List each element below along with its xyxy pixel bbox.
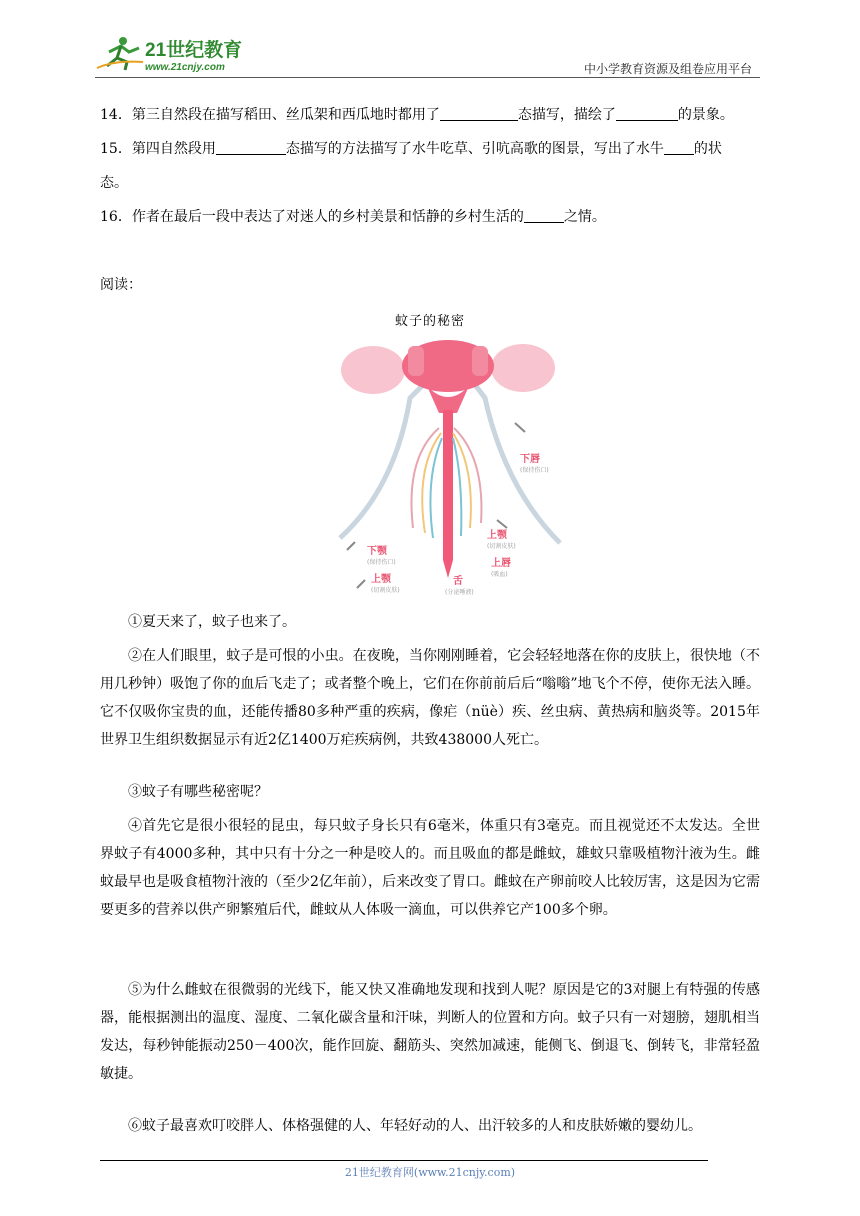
paragraph-2: ②在人们眼里，蚊子是可恨的小虫。在夜晚，当你刚刚睡着，它会轻轻地落在你的皮肤上，很快地（不用几秒钟）吸饱了你的血后飞走了；或者整个晚上，它们在你前前后后“嗡嗡”地飞个不停，使你无法入睡。它不仅吸你宝贵的血，还能传播80多种严重的疾病，像疟（nüè）疾、丝虫病、黄热病和脑炎等。2015年世界卫生组织数据显示有近2亿1400万疟疾病例，共致438000人死亡。	[100, 648, 760, 748]
logo	[95, 34, 265, 74]
footer-link[interactable]: 21世纪教育网(www.21cnjy.com)	[344, 1166, 516, 1179]
mosquito-mouthparts-diagram	[335, 338, 565, 600]
paragraph-6: ⑥蚊子最喜欢叮咬胖人、体格强健的人、年轻好动的人、出汗较多的人和皮肤娇嫩的婴幼儿。	[128, 1118, 702, 1134]
logo-text: 21世纪教育	[145, 40, 243, 61]
paragraph-1: ①夏天来了，蚊子也来了。	[128, 614, 296, 630]
label-lower-jaw: 下颚	[367, 546, 387, 557]
svg-text:(切割皮肤): (切割皮肤)	[371, 587, 400, 594]
paragraph-4: ④首先它是很小很轻的昆虫，每只蚊子身长只有6毫米，体重只有3毫克。而且视觉还不太发达。全世界蚊子有4000多种，其中只有十分之一种是咬人的。而且吸血的都是雌蚊，雄蚊只靠吸植物汁液为生。雌蚊最早也是吸食植物汁液的（至少2亿年前），后来改变了胃口。雌蚊在产卵前咬人比较厉害，这是因为它需要更多的营养以供产卵繁殖后代，雌蚊从人体吸一滴血，可以供养它产100多个卵。	[100, 818, 760, 918]
scissors-icon	[515, 423, 525, 432]
svg-text:(保持伤口): (保持伤口)	[367, 559, 396, 566]
knife-icon	[357, 580, 365, 588]
answer-blank[interactable]	[440, 106, 518, 121]
tweezers-icon	[347, 542, 355, 550]
runner-icon	[97, 37, 143, 70]
needle-icon	[497, 520, 507, 528]
svg-text:(分泌唾液): (分泌唾液)	[445, 589, 474, 596]
label-tongue: 舌	[453, 576, 463, 587]
platform-name: 中小学教育资源及组卷应用平台	[583, 62, 752, 76]
label-lower-lip: 下唇	[520, 454, 540, 465]
label-upper-jaw-left: 上颚	[371, 574, 391, 585]
header-divider	[95, 77, 760, 78]
footer-divider	[100, 1160, 708, 1161]
question-14: 14．第三自然段在描写稻田、丝瓜架和西瓜地时都用了 态描写，描绘了 的景象。	[100, 107, 734, 123]
answer-blank[interactable]	[216, 140, 286, 155]
svg-text:(吸血): (吸血)	[491, 571, 508, 578]
answer-blank[interactable]	[524, 208, 564, 223]
question-15: 15．第四自然段用 态描写的方法描写了水牛吃草、引吭高歌的图景，写出了水牛 的状	[100, 141, 722, 157]
svg-text:(切割皮肤): (切割皮肤)	[487, 543, 516, 550]
reading-label: 阅读：	[100, 277, 142, 293]
label-upper-jaw-right: 上颚	[487, 530, 507, 541]
paragraph-3: ③蚊子有哪些秘密呢？	[128, 784, 268, 800]
logo-url: www.21cnjy.com	[145, 62, 225, 73]
svg-text:(保持伤口): (保持伤口)	[520, 467, 549, 474]
paragraph-5: ⑤为什么雌蚊在很微弱的光线下，能又快又准确地发现和找到人呢？原因是它的3对腿上有特强的传感器，能根据测出的温度、湿度、二氧化碳含量和汗味，判断人的位置和方向。蚊子只有一对翅膀，翅肌相当发达，每秒钟能振动250－400次，能作回旋、翻筋头、突然加减速，能侧飞、倒退飞、倒转飞，非常轻盈敏捷。	[100, 982, 760, 1082]
label-upper-lip: 上唇	[491, 558, 511, 569]
answer-blank[interactable]	[616, 106, 678, 121]
question-15-wrap: 态。	[100, 175, 128, 191]
page-header	[95, 30, 760, 78]
answer-blank[interactable]	[664, 140, 694, 155]
question-16: 16．作者在最后一段中表达了对迷人的乡村美景和恬静的乡村生活的 之情。	[100, 209, 606, 225]
article-title: 蚊子的秘密	[394, 314, 465, 329]
